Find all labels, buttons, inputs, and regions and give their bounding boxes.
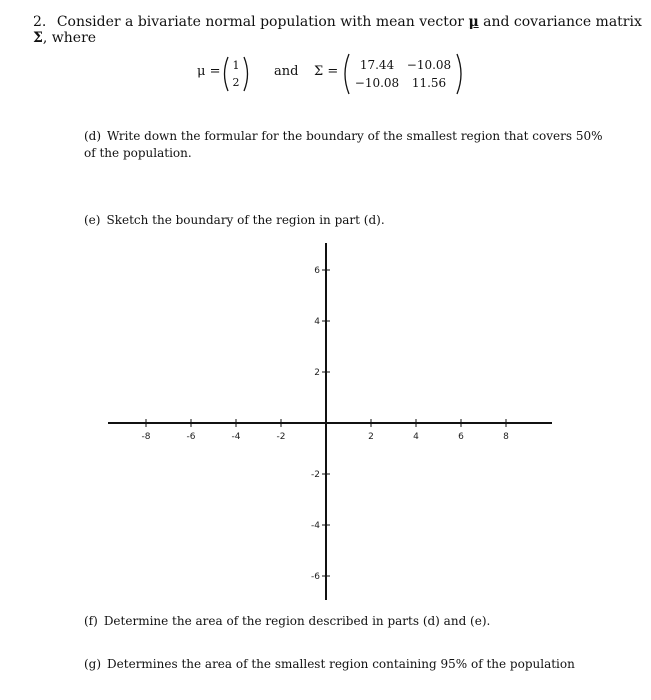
part-g-label: (g) <box>84 657 102 671</box>
question-text-part1: Consider a bivariate normal population with mean vector <box>56 14 464 30</box>
y-tick-label: -6 <box>311 572 320 582</box>
x-tick-label: -8 <box>141 432 151 442</box>
part-e-text: Sketch the boundary of the region in part (d). <box>106 213 385 227</box>
question-text-part2: and covariance matrix <box>483 14 642 30</box>
y-tick-label: -2 <box>311 470 320 480</box>
mu-vector-entry: 1 <box>232 59 240 72</box>
x-tick-label: 4 <box>413 432 419 442</box>
x-tick-label: 6 <box>458 432 464 442</box>
x-tick-label: -2 <box>276 432 286 442</box>
x-tick-label: 8 <box>503 432 509 442</box>
part-g-text: Determines the area of the smallest region containing 95% of the population <box>107 657 575 671</box>
y-tick-label: 6 <box>314 266 320 276</box>
x-tick-label: 2 <box>368 432 374 442</box>
part-d-text: Write down the formular for the boundary of the smallest region that covers 50% of the population. <box>84 129 603 160</box>
y-tick-label: 4 <box>314 317 320 327</box>
part-f <box>84 613 490 630</box>
part-f-text: Determine the area of the region described in parts (d) and (e). <box>103 614 491 628</box>
mu-label: μ = <box>197 64 221 79</box>
y-tick-label: 2 <box>314 368 320 378</box>
sigma-symbol: Σ <box>33 30 43 46</box>
mu-symbol: μ <box>468 14 479 30</box>
part-d-label: (d) <box>84 129 102 143</box>
sigma-cell: 11.56 <box>411 76 447 90</box>
question-text-part3: , where <box>42 30 97 46</box>
part-g <box>84 656 575 673</box>
part-e-label: (e) <box>84 213 101 227</box>
sigma-cell: −10.08 <box>354 76 400 90</box>
sigma-label: Σ = <box>314 64 339 79</box>
sigma-cell: −10.08 <box>406 58 452 72</box>
and-word: and <box>274 64 299 79</box>
x-tick-label: -6 <box>186 432 196 442</box>
x-tick-label: -4 <box>231 432 241 442</box>
question-number: 2. <box>33 14 47 30</box>
sigma-cell: 17.44 <box>359 58 395 72</box>
part-f-label: (f) <box>84 614 98 628</box>
mu-vector-entry: 2 <box>232 76 240 89</box>
y-tick-label: -4 <box>311 521 320 531</box>
